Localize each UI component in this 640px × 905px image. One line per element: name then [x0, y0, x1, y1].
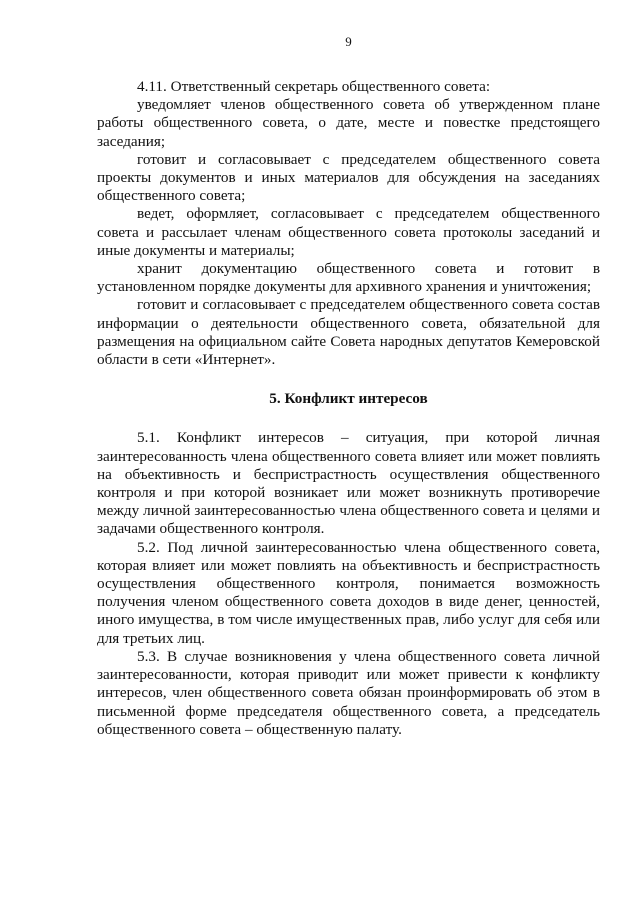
section-5: [97, 429, 600, 738]
clause-4-11-title: 4.11. Ответственный секретарь общественного совета:: [137, 78, 491, 95]
clause-5-1: 5.1. Конфликт интересов – ситуация, при которой личная заинтересованность члена общественного совета влияет или может повлиять на объективность и беспристрастность осуществления общественного контроля и при которой возникает или может возникнуть противоречие между личной заинтересованностью члена общественного совета и целями и задачами общественного контроля.: [97, 429, 600, 538]
clause-4-11: [97, 78, 600, 369]
duty-publish-info: готовит и согласовывает с председателем общественного совета состав информации о деятельности общественного совета, обязательной для размещения на официальном сайте Совета народных депутатов Кемеровской области в сети «Интернет».: [97, 296, 600, 369]
duty-archive: хранит документацию общественного совета и готовит в установленном порядке документы для архивного хранения и уничтожения;: [97, 260, 600, 296]
clause-5-2: 5.2. Под личной заинтересованностью члена общественного совета, которая влияет или может повлиять на объективность и беспристрастность осуществления общественного контроля, понимается возможность получения членом общественного совета доходов в виде денег, ценностей, иного имущества, в том числе имущественных прав, либо услуг для себя или для третьих лиц.: [97, 538, 600, 647]
page-number: 9: [345, 34, 352, 49]
duty-prepare-documents: готовит и согласовывает с председателем общественного совета проекты документов и иных материалов для обсуждения на заседаниях общественного совета;: [97, 150, 600, 205]
section-heading-conflict-of-interest: 5. Конфликт интересов: [269, 390, 428, 408]
clause-5-3: 5.3. В случае возникновения у члена общественного совета личной заинтересованности, которая приводит или может привести к конфликту интересов, член общественного совета обязан проинформировать об этом в письменной форме председателя общественного совета, а председатель общественного совета – общественную палату.: [97, 647, 600, 738]
duty-protocols: ведет, оформляет, согласовывает с председателем общественного совета и рассылает членам общественного совета протоколы заседаний и иные документы и материалы;: [97, 205, 600, 259]
duty-notify-members: уведомляет членов общественного совета об утвержденном плане работы общественного совета, о дате, месте и повестке предстоящего заседания;: [97, 96, 600, 150]
document-page: [97, 34, 600, 739]
